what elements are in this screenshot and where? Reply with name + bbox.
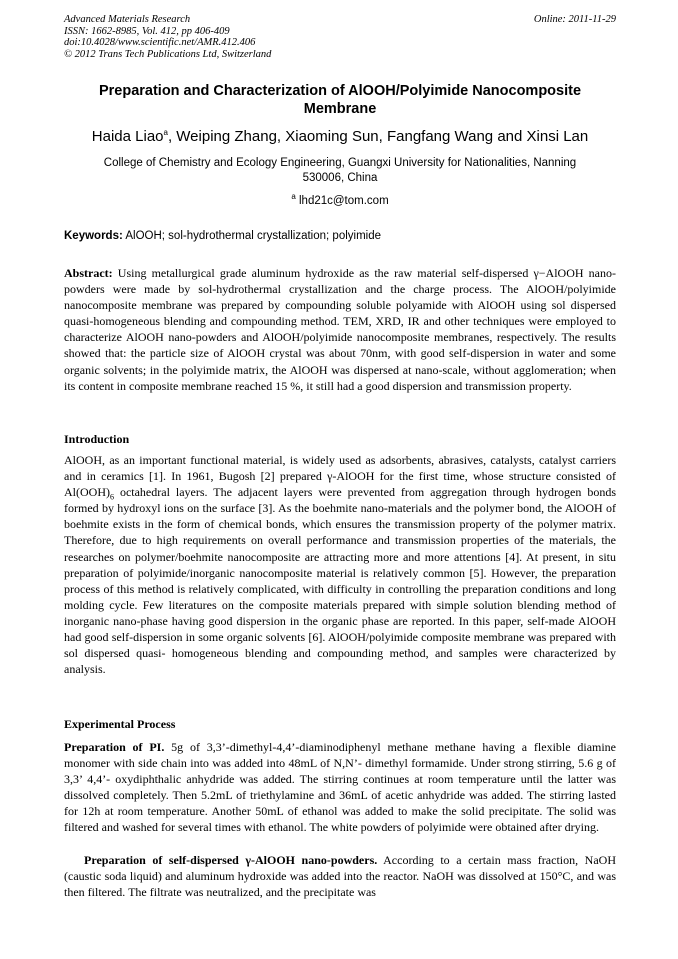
author-first-sup: a xyxy=(163,128,168,137)
intro-text-2: octahedral layers. The adjacent layers were prevented from aggregation through hydrogen bonds formed by hydroxyl ions on the surface [3]. As the boehmite nano-materials and the polymer bond, the AlOOH of boehmite exists in the form of chemical bonds, which ensures the transmission property of the polymer matrix. Therefore, due to high requirements on overall performance and transmission properties of the materials, the researches on polymer/boehmite nanocomposite are attracting more and more attentions [4]. At present, in situ preparation of polyimide/inorganic nanocomposite material is relatively common [5]. However, the preparation process of this method is relatively complicated, with difficulty in controlling the preparation conditions and long molding cycle. Few literatures on the composite materials prepared with simple solution blending method of inorganic nano-phase having good dispersion in the organic phase are reported. In this paper, self-made AlOOH had good self-dispersion in some organic solvents [6]. AlOOH/polyimide composite membrane was prepared with sol dispersed quasi- homogeneous blending and compounding method, and samples were characterized by analysis. xyxy=(64,485,616,677)
prep-alooh-paragraph xyxy=(64,852,616,900)
author-rest: , Weiping Zhang, Xiaoming Sun, Fangfang Wang and Xinsi Lan xyxy=(167,128,589,145)
introduction-paragraph xyxy=(64,452,616,677)
abstract-text: Using metallurgical grade aluminum hydroxide as the raw material self-dispersed γ−AlOOH nano-powders were made by sol-hydrothermal crystallization and the charge process. The AlOOH/polyimide nanocomposite membrane was prepared by compounding soluble polyamide with AlOOH using sol dispersed quasi-homogeneous blending and compounding method. TEM, XRD, IR and other techniques were employed to characterize AlOOH nano-powders and AlOOH/polyimide nanocomposite membranes, respectively. The results showed that: the particle size of AlOOH crystal was about 70nm, with good self-dispersion in water and some organic solvents; in the polyimide matrix, the AlOOH was dispersed at nano-scale, without agglomeration; when its content in composite membrane reached 15 %, it still had a good dispersion and transmission property. xyxy=(64,266,616,393)
affiliation-line-2: 530006, China xyxy=(302,172,378,184)
abstract-paragraph xyxy=(64,265,616,394)
author-first: Haida Liao xyxy=(91,128,164,145)
experimental-heading: Experimental Process xyxy=(64,717,176,731)
copyright-line: © 2012 Trans Tech Publications Ltd, Switzerland xyxy=(64,48,272,60)
online-date: Online: 2011-11-29 xyxy=(533,14,616,25)
paper-title xyxy=(64,82,616,118)
introduction-heading: Introduction xyxy=(64,432,130,446)
email-address: lhd21c@tom.com xyxy=(299,195,389,207)
doi-line: doi:10.4028/www.scientific.net/AMR.412.406 xyxy=(64,37,256,48)
prep-alooh-text: According to a certain mass fraction, NaOH (caustic soda liquid) and aluminum hydroxide was added into the reactor. NaOH was dissolved at 150°C, and was then filtered. The filtrate was neutralized, and the precipitate was xyxy=(64,853,616,900)
author-list xyxy=(40,128,640,146)
title-line-1: Preparation and Characterization of AlOOH/Polyimide Nanocomposite xyxy=(98,83,582,99)
journal-header xyxy=(64,14,616,60)
intro-text-1: AlOOH, as an important functional material, is widely used as adsorbents, abrasives, catalysts, catalyst carriers and in ceramics [1]. In 1961, Bugosh [2] prepared γ-AlOOH for the first time, whose structure consisted of Al(OOH) xyxy=(64,453,616,500)
abstract-label: Abstract: xyxy=(64,266,113,280)
issn-line: ISSN: 1662-8985, Vol. 412, pp 406-409 xyxy=(64,25,230,37)
affiliation-line-1: College of Chemistry and Ecology Engineering, Guangxi University for Nationalities, Nanning xyxy=(103,157,577,169)
prep-pi-label: Preparation of PI. xyxy=(64,740,165,754)
intro-subscript: 6 xyxy=(110,492,114,502)
email-sup: a xyxy=(291,192,296,202)
author-email xyxy=(64,194,616,208)
keywords-label: Keywords: xyxy=(64,230,123,242)
prep-pi-text: 5g of 3,3’-dimethyl-4,4’-diaminodiphenyl methane methane having a flexible diamine monomer with side chain into was added into 48mL of N,N’- dimethyl formamide. Under strong stirring, 5.6 g of 3,3’ 4,4’- oxydiphthalic anhydride was added. The stirring continues at room temperature until the latter was dissolved completely. Then 5.2mL of triethylamine and 36mL of acetic anhydride was added. The stirring lasted for 12h at room temperature. Another 50mL of ethanol was added to make the solid precipitate. The solid was filtered and washed for several times with ethanol. The white powders of polyimide were obtained after drying. xyxy=(64,740,617,835)
keywords-text: AlOOH; sol-hydrothermal crystallization; polyimide xyxy=(122,230,381,242)
journal-name: Advanced Materials Research xyxy=(64,14,191,25)
prep-alooh-label: Preparation of self-dispersed γ-AlOOH nano-powders. xyxy=(84,853,378,867)
affiliation xyxy=(64,156,616,186)
keywords xyxy=(64,229,616,243)
prep-pi-paragraph xyxy=(64,739,616,836)
title-line-2: Membrane xyxy=(303,101,377,117)
